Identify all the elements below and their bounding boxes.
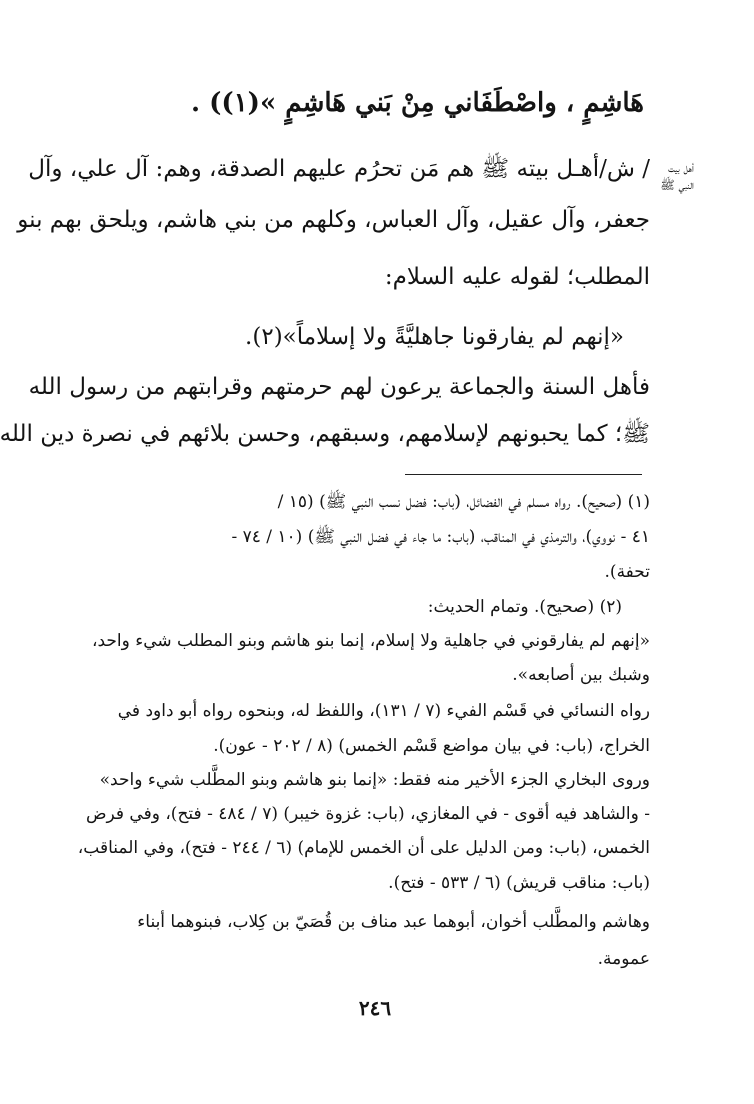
- footnote-line-14: عمومة.: [597, 949, 650, 969]
- body-line-5: فأهل السنة والجماعة يرعون لهم حرمتهم وقرابتهم من رسول الله: [28, 374, 650, 400]
- footnote-line-2: ٤١ - نووي)، والترمذي في المناقب، (باب: ما جاء في فضل النبي ﷺ) (١٠ / ٧٤ -: [231, 527, 650, 547]
- footnote-line-8: الخراج، (باب: في بيان مواضع قَسْم الخمس) (٨ / ٢٠٢ - عون).: [213, 736, 650, 756]
- footnote-line-5: «إنهم لم يفارقوني في جاهلية ولا إسلام، إنما بنو هاشم وبنو المطلب شيء واحد،: [91, 631, 650, 651]
- footnote-line-3: تحفة).: [604, 562, 650, 582]
- body-line-6: ﷺ؛ كما يحبونهم لإسلامهم، وسبقهم، وحسن بلائهم في نصرة دين الله: [0, 421, 650, 447]
- footnote-separator: [405, 474, 642, 475]
- body-line-2: جعفر، وآل عقيل، وآل العباس، وكلهم من بني هاشم، ويلحق بهم بنو: [17, 207, 650, 233]
- body-line-3: المطلب؛ لقوله عليه السلام:: [384, 264, 650, 290]
- body-line-quote: «إنهم لم يفارقونا جاهليَّةً ولا إسلاماً»(٢).: [245, 324, 624, 350]
- margin-note: أهل بيت النبي ﷺ: [660, 161, 694, 192]
- footnote-line-9: وروى البخاري الجزء الأخير منه فقط: «إنما بنو هاشم وبنو المطَّلب شيء واحد»: [99, 770, 650, 790]
- footnote-line-13: وهاشم والمطَّلب أخوان، أبوهما عبد مناف بن قُصَيّ بن كِلاب، فبنوهما أبناء: [137, 912, 650, 932]
- footnote-line-12: (باب: مناقب قريش) (٦ / ٥٣٣ - فتح).: [388, 873, 650, 893]
- footnote-line-7: رواه النسائي في قَسْم الفيء (٧ / ١٣١)، واللفظ له، وبنحوه رواه أبو داود في: [117, 701, 650, 721]
- footnote-line-6: وشبك بين أصابعه».: [512, 665, 650, 685]
- footnote-line-4: (٢) (صحيح). وتمام الحديث:: [427, 597, 622, 617]
- footnote-line-11: الخمس، (باب: ومن الدليل على أن الخمس للإمام) (٦ / ٢٤٤ - فتح)، وفي المناقب،: [77, 838, 650, 858]
- footnote-line-1: (١) (صحيح). رواه مسلم في الفضائل، (باب: فضل نسب النبي ﷺ) (١٥ /: [277, 492, 650, 512]
- body-line-1: / ش/أهـل بيته ﷺ هم مَن تحرُم عليهم الصدقة، وهم: آل علي، وآل: [28, 156, 650, 182]
- page-number: ٢٤٦: [358, 996, 392, 1020]
- heading-line: هَاشِمٍ ، واصْطَفَاني مِنْ بَني هَاشِمٍ »(١)) .: [190, 88, 644, 118]
- footnote-line-10: - والشاهد فيه أقوى - في المغازي، (باب: غزوة خيبر) (٧ / ٤٨٤ - فتح)، وفي فرض: [85, 804, 650, 824]
